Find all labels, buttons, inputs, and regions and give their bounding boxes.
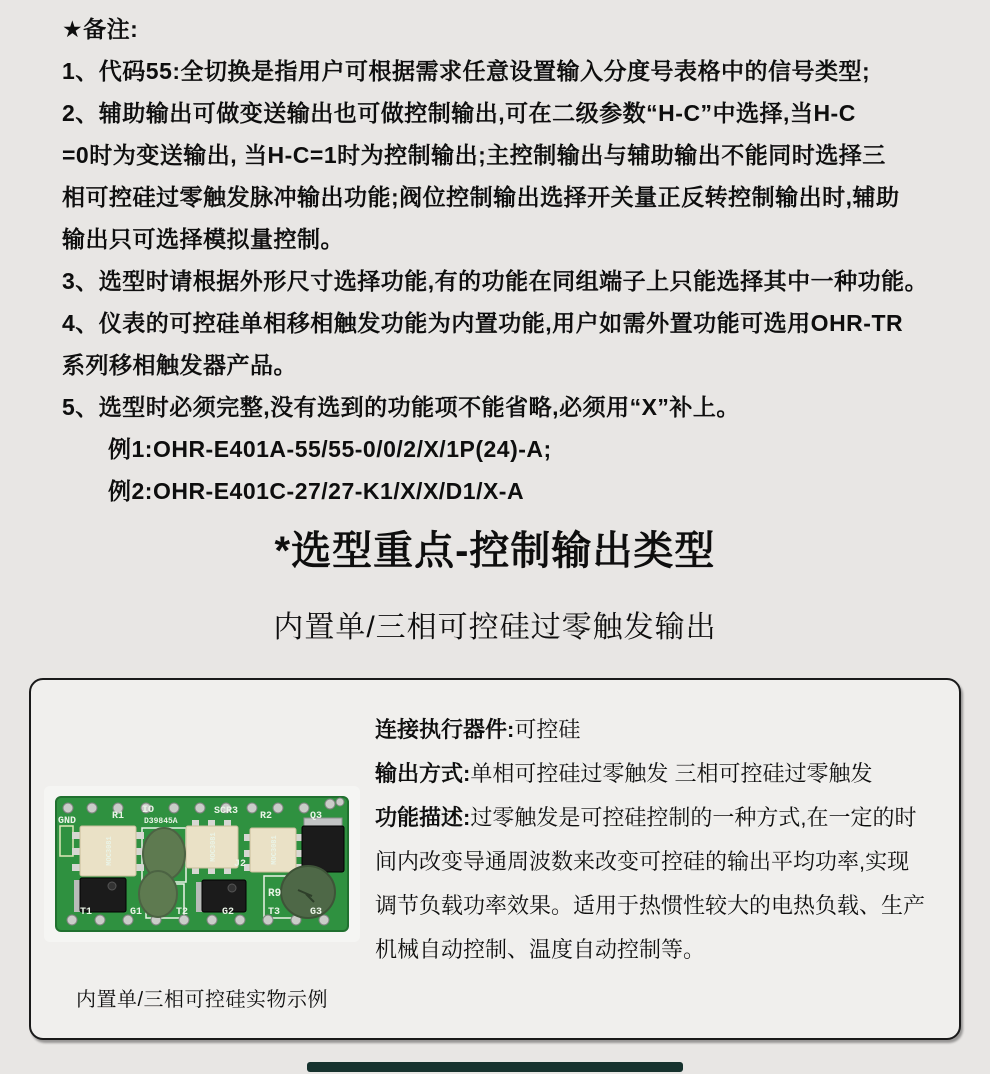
bottom-accent-bar xyxy=(307,1062,683,1072)
pcb-photo-caption: 内置单/三相可控硅实物示例 xyxy=(76,989,329,1011)
label-gnd: GND xyxy=(58,816,77,827)
optocoupler-chip-1 xyxy=(72,826,144,876)
power-transistor-q3 xyxy=(302,818,344,872)
note-item-2-line-1: 2、辅助输出可做变送输出也可做控制输出,可在二级参数“H-C”中选择,当H-C xyxy=(62,100,856,126)
spec-connect-device-label: 连接执行器件: xyxy=(375,717,515,742)
output-type-card xyxy=(29,678,961,1040)
note-item-4-line-1: 4、仪表的可控硅单相移相触发功能为内置功能,用户如需外置功能可选用OHR-TR xyxy=(62,310,904,336)
optocoupler-chip-2 xyxy=(186,820,238,874)
label-g2: G2 xyxy=(222,907,235,918)
page-subtitle: 内置单/三相可控硅过零触发输出 xyxy=(273,611,717,644)
pcb-photo xyxy=(44,786,360,942)
spec-function-desc-value: 过零触发是可控硅控制的一种方式,在一定的时间内改变导通周波数来改变可控硅的输出平均功率,实现调节负载功率效果。适用于热惯性较大的电热负载、生产机械自动控制、温度自动控制等。 xyxy=(375,805,926,962)
label-r1: R1 xyxy=(112,811,125,822)
label-t2: T2 xyxy=(176,907,189,918)
triac-2 xyxy=(196,880,246,912)
label-scr3: SCR3 xyxy=(214,806,239,817)
spec-output-mode-value: 单相可控硅过零触发 三相可控硅过零触发 xyxy=(470,761,873,786)
notes-section xyxy=(0,0,990,512)
optocoupler-chip-3 xyxy=(244,828,302,872)
spec-list xyxy=(375,708,927,972)
chip-3-label: MOC3081 xyxy=(271,835,279,865)
spec-connect-device-value: 可控硅 xyxy=(514,717,581,742)
chip-1-label: MOC3081 xyxy=(106,836,114,866)
label-r2: R2 xyxy=(260,811,273,822)
spec-output-mode-label: 输出方式: xyxy=(375,761,471,786)
label-d39845a: D39845A xyxy=(144,817,178,826)
note-item-2-line-4: 输出只可选择模拟量控制。 xyxy=(62,226,344,252)
spec-function-desc xyxy=(375,796,927,972)
label-g3: G3 xyxy=(310,907,323,918)
label-j2: J2 xyxy=(234,859,247,870)
note-item-3: 3、选型时请根据外形尺寸选择功能,有的功能在同组端子上只能选择其中一种功能。 xyxy=(62,268,929,294)
label-g1: G1 xyxy=(130,907,143,918)
page-title: *选型重点-控制输出类型 xyxy=(274,529,716,573)
chip-2-label: MOC3081 xyxy=(210,832,218,862)
example-2: 例2:OHR-E401C-27/27-K1/X/X/D1/X-A xyxy=(108,478,525,504)
label-t1: T1 xyxy=(80,907,93,918)
spec-function-desc-label: 功能描述: xyxy=(375,805,471,830)
example-1: 例1:OHR-E401A-55/55-0/0/2/X/1P(24)-A; xyxy=(108,436,552,462)
note-item-4-line-2: 系列移相触发器产品。 xyxy=(62,352,297,378)
note-item-5: 5、选型时必须完整,没有选到的功能项不能省略,必须用“X”补上。 xyxy=(62,394,740,420)
note-item-1: 1、代码55:全切换是指用户可根据需求任意设置输入分度号表格中的信号类型; xyxy=(62,58,871,84)
notes-title: ★备注: xyxy=(62,16,139,42)
spec-connect-device xyxy=(375,708,927,752)
note-item-2-line-2: =0时为变送输出, 当H-C=1时为控制输出;主控制输出与辅助输出不能同时选择三 xyxy=(62,142,886,168)
pcb-board-illustration xyxy=(54,794,350,934)
label-r9: R9 xyxy=(268,888,282,900)
note-item-2-line-3: 相可控硅过零触发脉冲输出功能;阀位控制输出选择开关量正反转控制输出时,辅助 xyxy=(62,184,900,210)
spec-output-mode xyxy=(375,752,927,796)
label-io: IO xyxy=(142,805,155,816)
label-q3: Q3 xyxy=(310,811,323,822)
label-t3: T3 xyxy=(268,907,281,918)
